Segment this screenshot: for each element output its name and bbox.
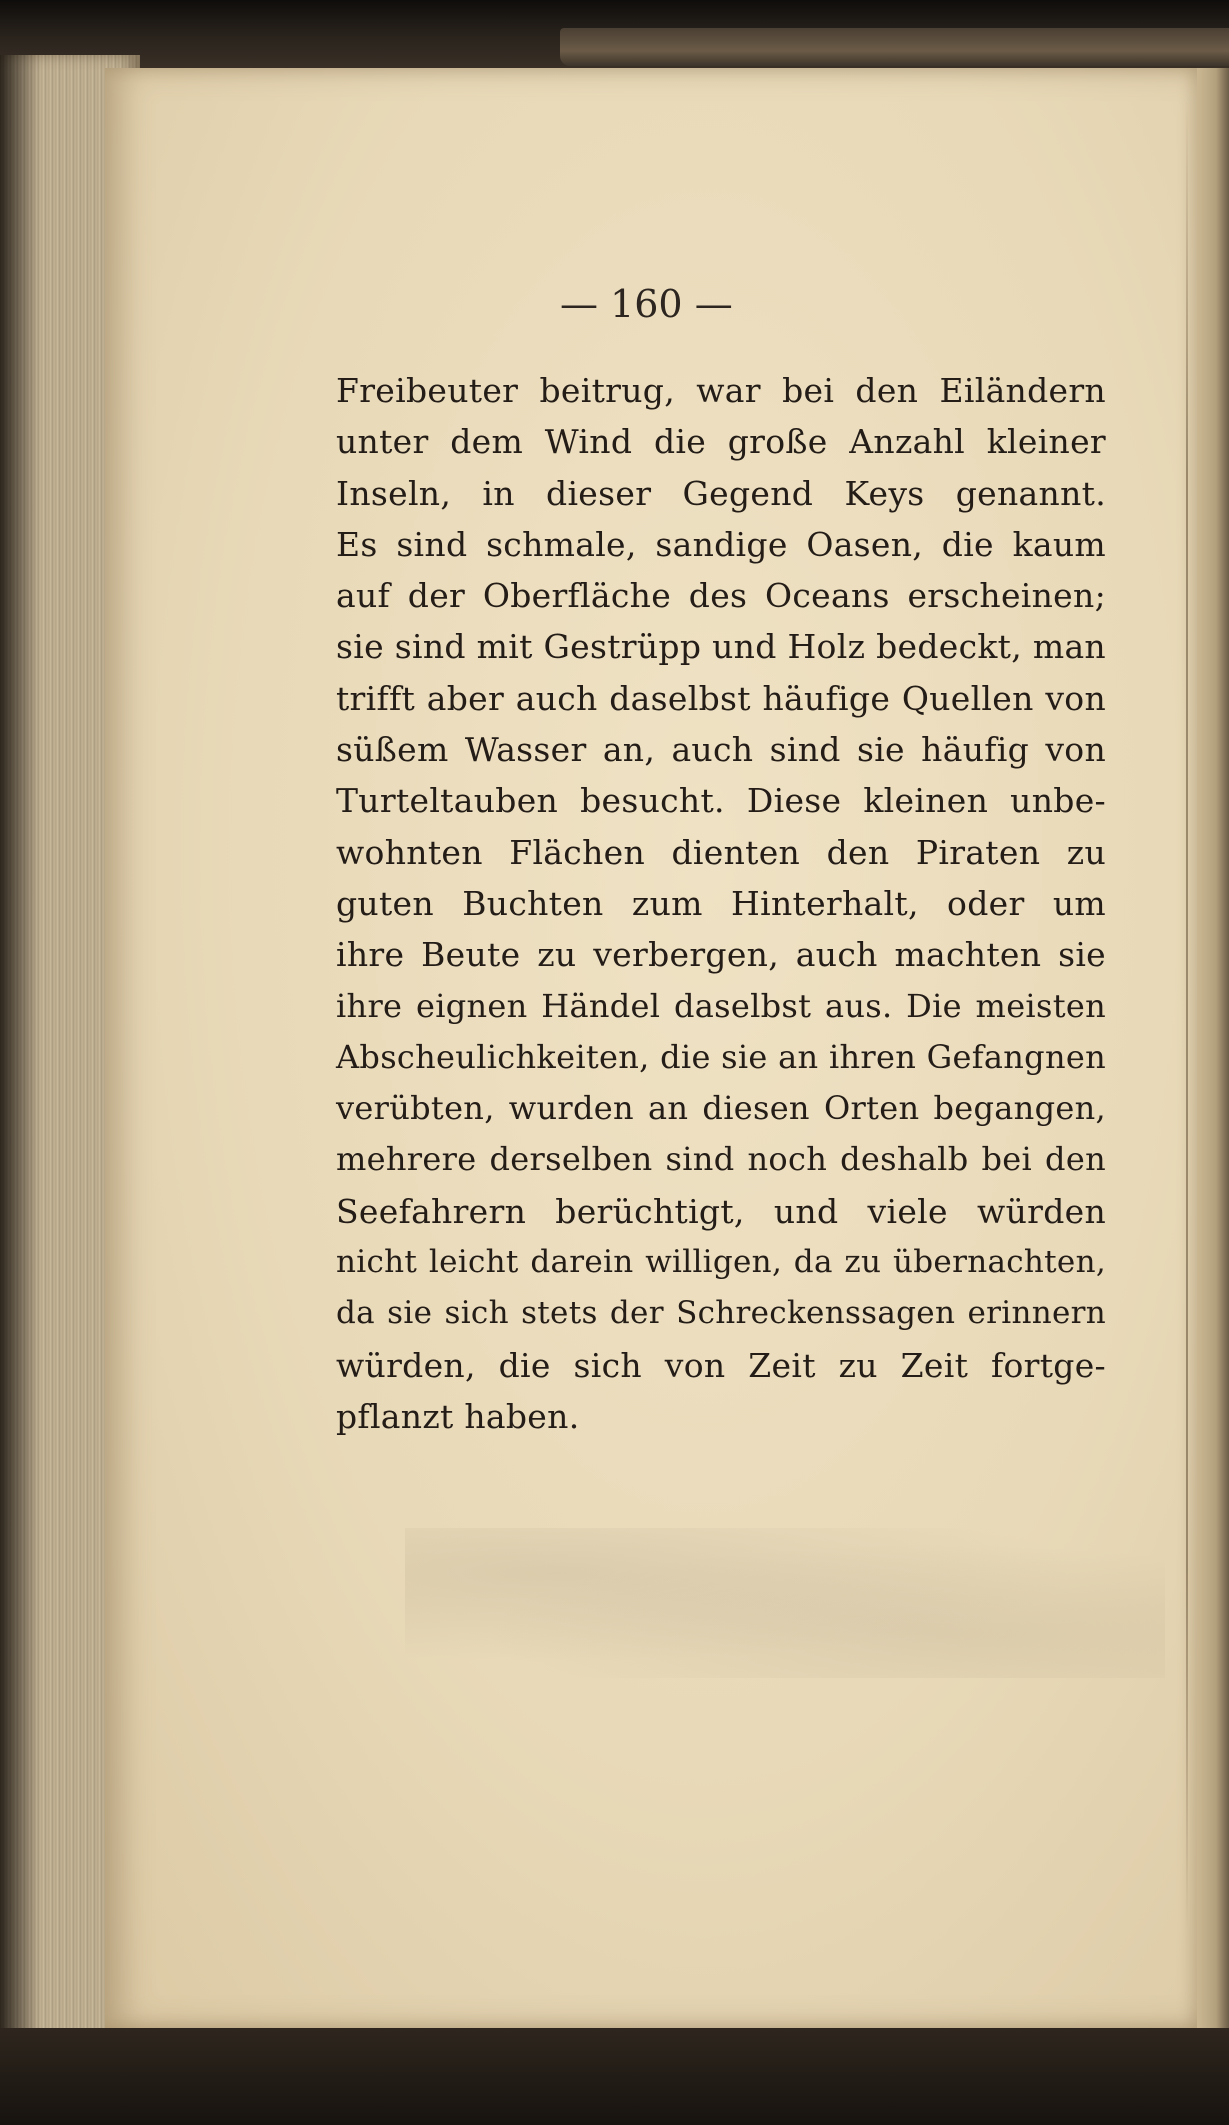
- text-line: würden, die sich von Zeit zu Zeit fortge-: [336, 1345, 1106, 1385]
- text-line: Turteltauben besucht. Diese kleinen unbe-: [336, 781, 1106, 821]
- page-curl-line: [1186, 110, 1188, 1930]
- text-line: unter dem Wind die große Anzahl kleiner: [336, 422, 1106, 462]
- text-line: Seefahrern berüchtigt, und viele würden: [336, 1191, 1106, 1231]
- text-line: pflanzt haben.: [336, 1396, 580, 1436]
- book-cover-bottom: [0, 2028, 1229, 2125]
- text-line: nicht leicht darein willigen, da zu übernachten,: [336, 1244, 1106, 1281]
- text-line: Es sind schmale, sandige Oasen, die kaum: [336, 524, 1106, 564]
- page-stack-shadow: [0, 55, 40, 2055]
- text-line: Inseln, in dieser Gegend Keys genannt.: [336, 473, 1106, 513]
- text-line: Freibeuter beitrug, war bei den Eiländern: [336, 371, 1106, 410]
- text-line: da sie sich stets der Schreckenssagen erinnern: [336, 1295, 1106, 1332]
- page-right-edge: [1197, 68, 1229, 2028]
- text-line: Abscheulichkeiten, die sie an ihren Gefangnen: [336, 1037, 1106, 1076]
- text-line: sie sind mit Gestrüpp und Holz bedeckt, man: [336, 627, 1106, 667]
- text-line: auf der Oberfläche des Oceans erscheinen;: [336, 576, 1106, 616]
- show-through-bleed: [405, 1528, 1165, 1678]
- page-number: — 160 —: [560, 282, 733, 326]
- text-line: verübten, wurden an diesen Orten begangen,: [336, 1089, 1106, 1128]
- cover-board-edge: [560, 28, 1229, 66]
- text-line: guten Buchten zum Hinterhalt, oder um: [336, 883, 1106, 923]
- body-text: [336, 365, 1106, 1442]
- text-line: trifft aber auch daselbst häufige Quellen von: [336, 678, 1106, 718]
- text-line: ihre Beute zu verbergen, auch machten sie: [336, 935, 1106, 975]
- text-line: wohnten Flächen dienten den Piraten zu: [336, 832, 1106, 872]
- text-line: mehrere derselben sind noch deshalb bei den: [336, 1140, 1106, 1179]
- text-line: süßem Wasser an, auch sind sie häufig von: [336, 730, 1106, 770]
- text-line: ihre eignen Händel daselbst aus. Die meisten: [336, 986, 1106, 1025]
